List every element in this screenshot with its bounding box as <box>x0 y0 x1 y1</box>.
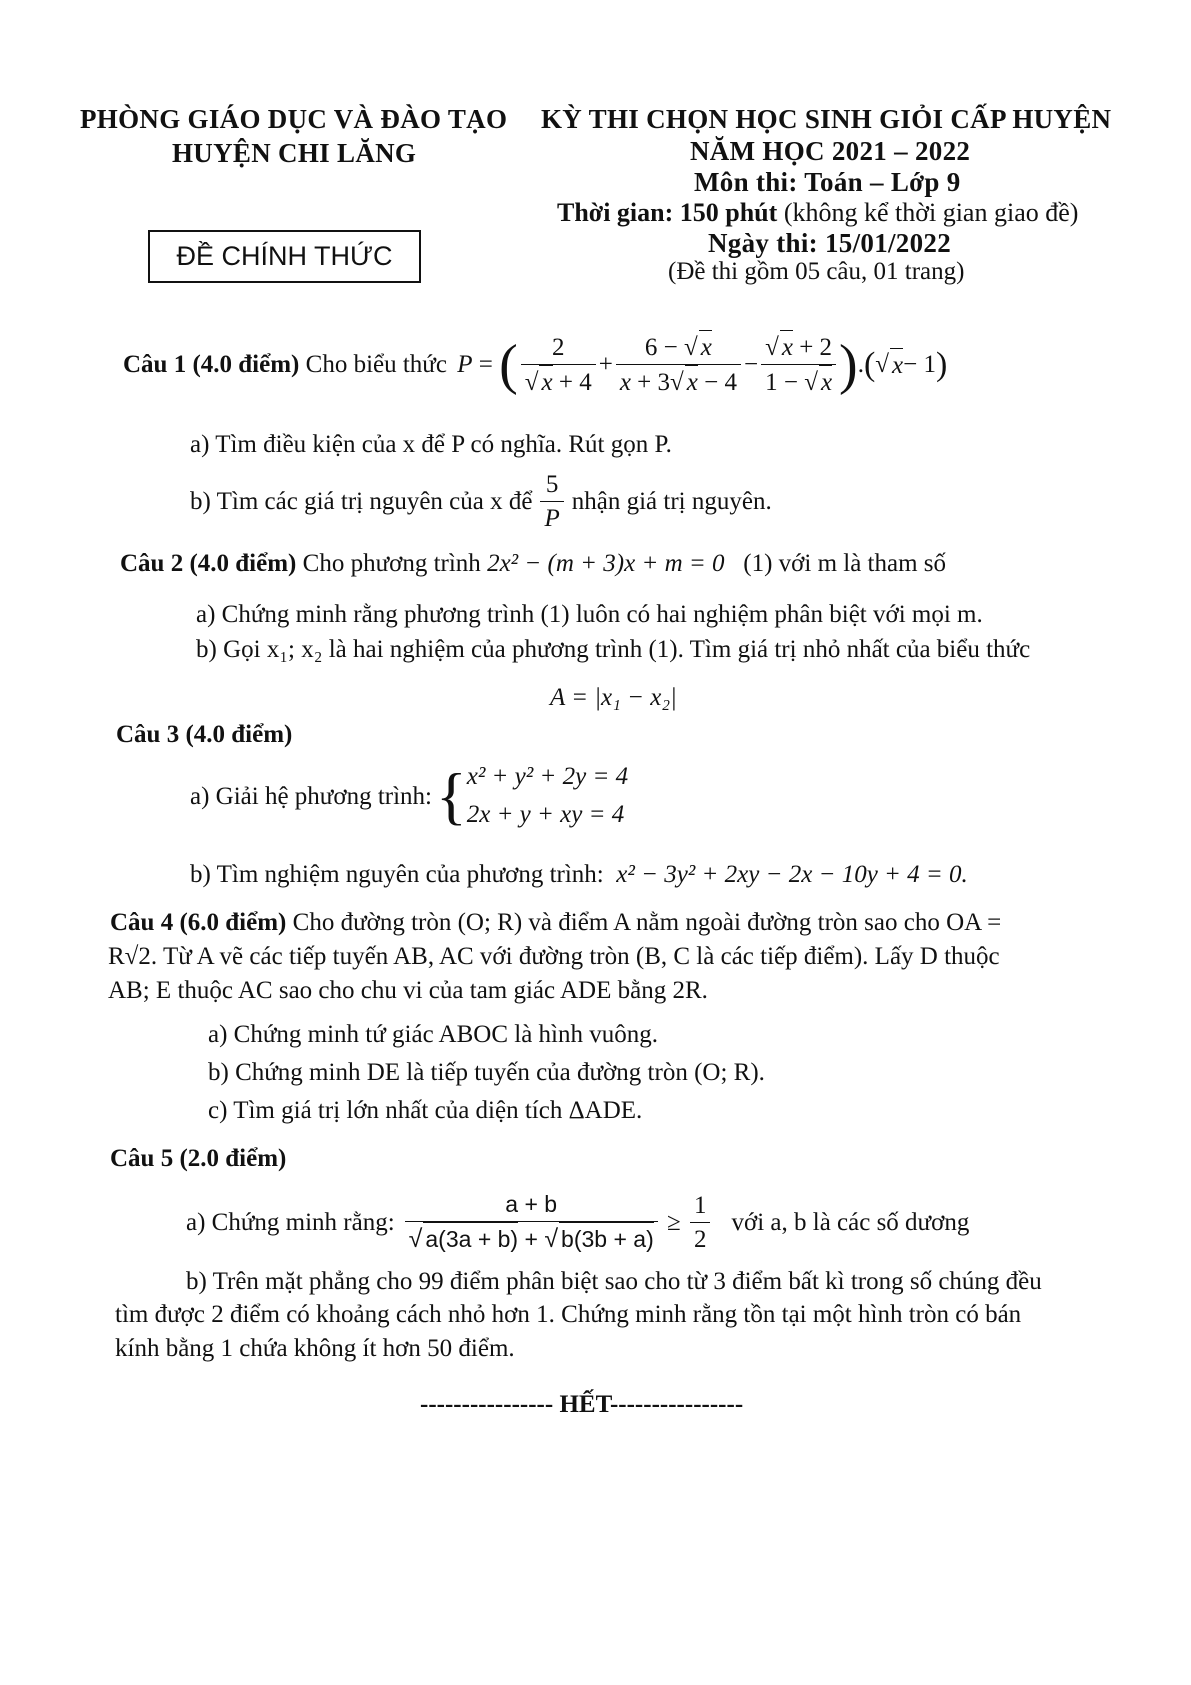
q3-part-a-label: a) Giải hệ phương trình: <box>190 782 432 810</box>
q3-part-b-text: b) Tìm nghiệm nguyên của phương trình: <box>190 861 604 888</box>
question-1 <box>123 330 947 399</box>
q3-title: Câu 3 (4.0 điểm) <box>116 721 293 748</box>
q4-title: Câu 4 (6.0 điểm) <box>110 909 287 936</box>
q4-line-3: AB; E thuộc AC sao cho chu vi của tam giác ADE bằng 2R. <box>108 977 708 1004</box>
exam-title: KỲ THI CHỌN HỌC SINH GIỎI CẤP HUYỆN <box>541 104 1112 134</box>
department-name: PHÒNG GIÁO DỤC VÀ ĐÀO TẠO <box>80 104 508 134</box>
q2-part-b: b) Gọi x₁; x₂ là hai nghiệm của phương trình (1). Tìm giá trị nhỏ nhất của biểu thức <box>196 636 1031 663</box>
system-eq-2: 2x + y + xy = 4 <box>466 801 625 828</box>
q1-part-a: a) Tìm điều kiện của x để P có nghĩa. Rút gọn P. <box>190 431 672 458</box>
q5-part-b-line-3: kính bằng 1 chứa không ít hơn 50 điểm. <box>115 1335 515 1362</box>
q3-part-a <box>190 758 628 834</box>
q2-equation: 2x² − (m + 3)x + m = 0 <box>487 550 725 577</box>
exam-time <box>557 198 1078 228</box>
q5-title: Câu 5 (2.0 điểm) <box>110 1145 287 1172</box>
exam-date: Ngày thi: 15/01/2022 <box>708 228 952 258</box>
q5-inequality-rhs: $\frac{1}{2}$ <box>690 1189 711 1256</box>
subject: Môn thi: Toán – Lớp 9 <box>694 167 961 197</box>
q1-intro: Cho biểu thức <box>299 351 454 378</box>
q4-part-c: c) Tìm giá trị lớn nhất của diện tích ΔADE. <box>208 1097 643 1124</box>
q4-line-1: Cho đường tròn (O; R) và điểm A nằm ngoài đường tròn sao cho OA = <box>286 909 1002 936</box>
question-2 <box>120 547 946 580</box>
q5-part-a-label: a) Chứng minh rằng: <box>186 1208 395 1236</box>
official-exam-label: ĐỀ CHÍNH THỨC <box>176 241 393 271</box>
q1-expression: P = ( $\frac{2}{√ x + 4}$ + $\frac{6 - √ x}{x + 3√ x - 4}$ − $\frac{√ x + 2}{1 - √ x}$ ) . ( √ x − 1 ) <box>457 330 947 399</box>
question-4 <box>110 906 1001 939</box>
school-year: NĂM HỌC 2021 – 2022 <box>690 136 971 166</box>
q5-part-b-line-1: b) Trên mặt phẳng cho 99 điểm phân biệt sao cho từ 3 điểm bất kì trong số chúng đều <box>186 1268 1042 1295</box>
equation-system <box>467 758 628 834</box>
q1-part-b <box>190 468 772 535</box>
q1-part-b-text: b) Tìm các giá trị nguyên của x để <box>190 488 533 515</box>
q5-part-a-tail: với a, b là các số dương <box>731 1208 970 1236</box>
q3-part-b <box>190 858 968 891</box>
q5-part-a <box>186 1188 969 1256</box>
system-brace: { <box>436 760 467 831</box>
q1-fraction: $\frac{5}{P}$ <box>540 468 563 535</box>
q3-part-b-equation: x² − 3y² + 2xy − 2x − 10y + 4 = 0. <box>616 861 968 888</box>
q4-line-2: R√2. Từ A vẽ các tiếp tuyến AB, AC với đường tròn (B, C là các tiếp điểm). Lấy D thuộc <box>108 943 1000 970</box>
pages-note: (Đề thi gồm 05 câu, 01 trang) <box>668 258 965 285</box>
q2-title: Câu 2 (4.0 điểm) <box>120 550 297 577</box>
end-marker: ---------------- HẾT---------------- <box>420 1391 744 1418</box>
official-exam-box <box>148 230 421 283</box>
exam-time-value: Thời gian: 150 phút <box>557 198 778 227</box>
q4-part-b: b) Chứng minh DE là tiếp tuyến của đường tròn (O; R). <box>208 1059 765 1086</box>
q2-expression: A = |x₁ − x₂| <box>550 684 677 711</box>
system-eq-1: x² + y² + 2y = 4 <box>466 763 629 790</box>
q5-inequality-lhs: $\frac{a + b}{√ a(3a + b) + √ b(3b + a)}$ <box>405 1188 658 1256</box>
q5-part-b-line-2: tìm được 2 điểm có khoảng cách nhỏ hơn 1. Chứng minh rằng tồn tại một hình tròn có bán <box>115 1301 1022 1328</box>
district-name: HUYỆN CHI LĂNG <box>172 138 417 168</box>
q2-part-a: a) Chứng minh rằng phương trình (1) luôn có hai nghiệm phân biệt với mọi m. <box>196 601 983 628</box>
q5-inequality-sign: ≥ <box>660 1208 687 1236</box>
q2-intro: Cho phương trình <box>296 550 488 577</box>
q2-tail: (1) với m là tham số <box>743 550 947 577</box>
q4-part-a: a) Chứng minh tứ giác ABOC là hình vuông. <box>208 1021 658 1048</box>
exam-time-note: (không kể thời gian giao đề) <box>777 198 1079 227</box>
q1-title: Câu 1 (4.0 điểm) <box>123 351 300 378</box>
q1-part-b-tail: nhận giá trị nguyên. <box>571 488 772 515</box>
